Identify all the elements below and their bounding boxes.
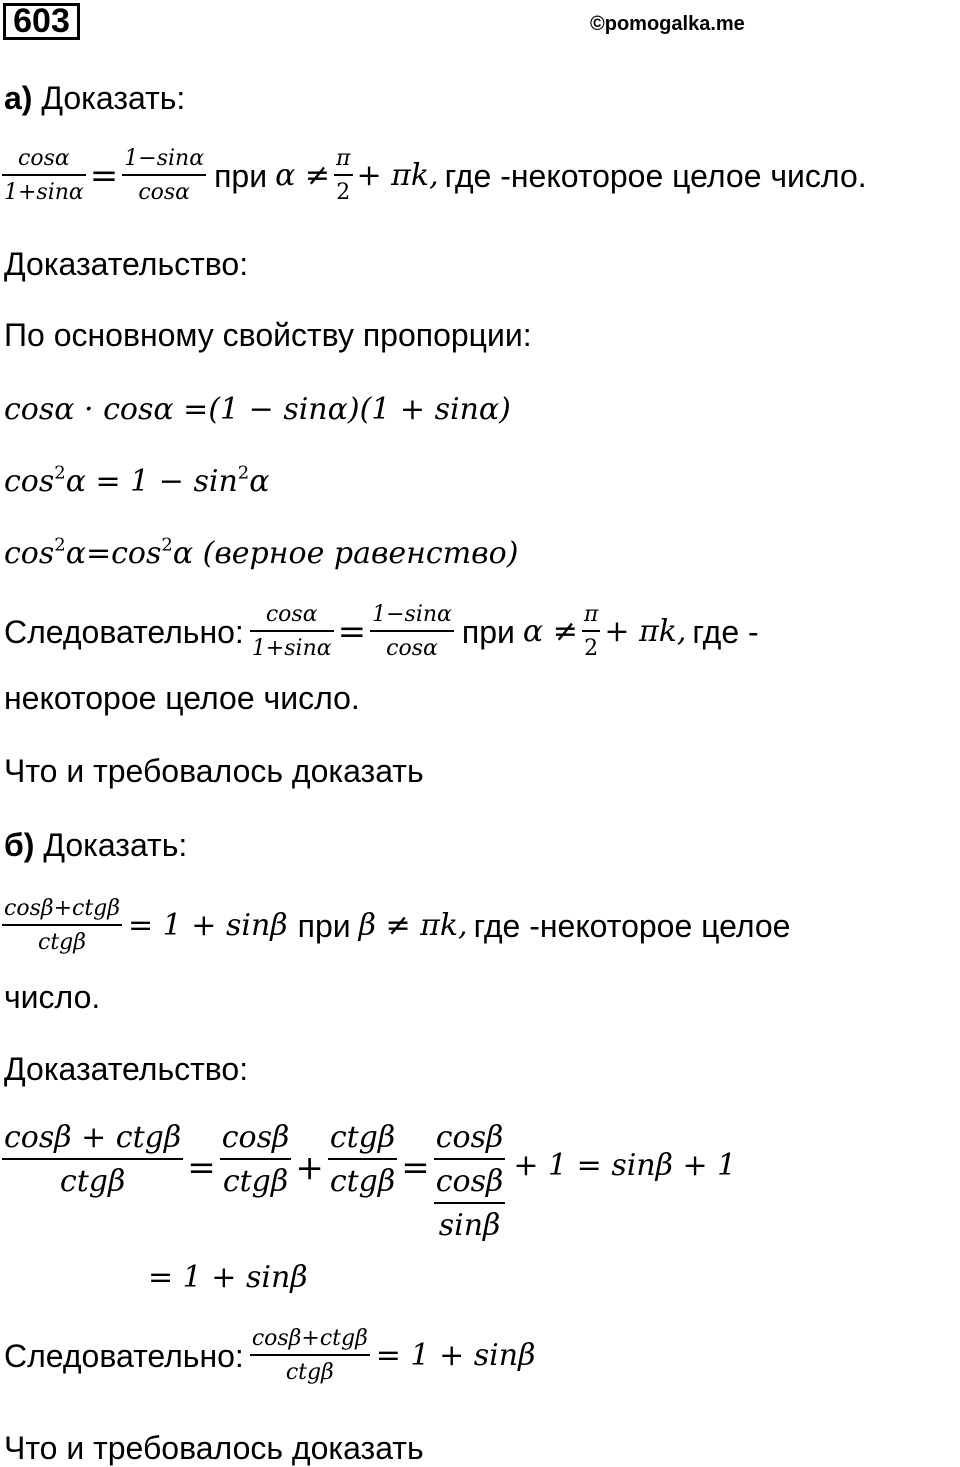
fraction: $\frac{\cos\beta}{\sin\beta}$ xyxy=(435,1164,504,1243)
fraction: $\frac{\pi}{2}$ xyxy=(583,602,599,661)
fraction: $\frac{\text{cosβ + ctgβ}}{\text{ctgβ}}$ xyxy=(4,1120,182,1199)
watermark: ©pomogalka.me xyxy=(590,13,745,35)
part-a-statement: $\frac{\cos\alpha}{1+\sin\alpha}$ = $\frac{1-\sin\alpha}{\cos\alpha}$ при α ≠ $\frac{\pi}{2}$ + πk, где -некоторое целое число. xyxy=(4,146,867,205)
equation-line: = 1 + sinβ xyxy=(148,1260,308,1295)
qed-text: Что и требовалось доказать xyxy=(4,1430,424,1466)
fraction: $\frac{1-\sin\alpha}{\cos\alpha}$ xyxy=(372,602,452,661)
part-a-conclusion: Следовательно: $\frac{\cos\alpha}{1+\sin\alpha}$ = $\frac{1-\sin\alpha}{\cos\alpha}$ при α ≠ $\frac{\pi}{2}$ + πk, где - xyxy=(4,602,759,661)
qed-text: Что и требовалось доказать xyxy=(4,753,424,789)
fraction: $\frac{\cos\alpha}{1+\sin\alpha}$ xyxy=(251,602,332,661)
part-b-letter: б) xyxy=(4,827,35,863)
statement-continued: число. xyxy=(4,979,101,1015)
fraction: $\frac{1-\sin\alpha}{\cos\alpha}$ xyxy=(124,146,205,205)
task-number: 603 xyxy=(13,2,70,40)
part-b-title: Доказать: xyxy=(43,827,188,863)
fraction: $\frac{\text{ctgβ}}{\text{ctgβ}}$ xyxy=(329,1120,396,1199)
part-a-letter: а) xyxy=(4,80,33,116)
proof-label: Доказательство: xyxy=(4,246,249,282)
equation-line: $\cos^2\alpha=\cos^2\alpha$ (верное равенство) xyxy=(4,534,519,571)
part-b-statement: $\frac{\text{cosβ+ctgβ}}{\text{ctgβ}}$ = 1 + sinβ при β ≠ πk, где -некоторое целое xyxy=(4,896,791,955)
task-number-box xyxy=(3,3,80,40)
part-b-chain: $\frac{\text{cosβ + ctgβ}}{\text{ctgβ}}$ = $\frac{\cos\beta}{\text{ctgβ}}$ + $\frac{\text{ctgβ}}{\text{ctgβ}}$ = $\frac{\cos\beta}{\frac{\cos\beta}{\sin\beta}}$ + 1 = sinβ + 1 xyxy=(4,1120,737,1243)
fraction: $\frac{\text{cosβ+ctgβ}}{\text{ctgβ}}$ xyxy=(4,896,120,955)
fraction: $\frac{\cos\beta}{\text{ctgβ}}$ xyxy=(221,1120,290,1199)
part-a-title: Доказать: xyxy=(41,80,186,116)
part-b-heading xyxy=(4,829,187,861)
fraction: $\frac{\text{cosβ+ctgβ}}{\text{ctgβ}}$ xyxy=(251,1326,368,1385)
part-b-conclusion: Следовательно: $\frac{\text{cosβ+ctgβ}}{\text{ctgβ}}$ = 1 + sinβ xyxy=(4,1326,536,1385)
fraction: $\frac{\cos\alpha}{1+\sin\alpha}$ xyxy=(4,146,84,205)
proof-label: Доказательство: xyxy=(4,1051,249,1087)
conclusion-continued: некоторое целое число. xyxy=(4,680,360,716)
part-a-heading xyxy=(4,82,185,114)
complex-fraction: $\frac{\cos\beta}{\frac{\cos\beta}{\sin\beta}}$ xyxy=(435,1120,504,1243)
equation-line: cosα · cosα =(1 − sinα)(1 + sinα) xyxy=(4,392,511,427)
equation-line: $\cos^2\alpha = 1 - \sin^2\alpha$ xyxy=(4,462,270,499)
proportion-text: По основному свойству пропорции: xyxy=(4,317,532,353)
fraction: $\frac{\pi}{2}$ xyxy=(336,146,351,205)
